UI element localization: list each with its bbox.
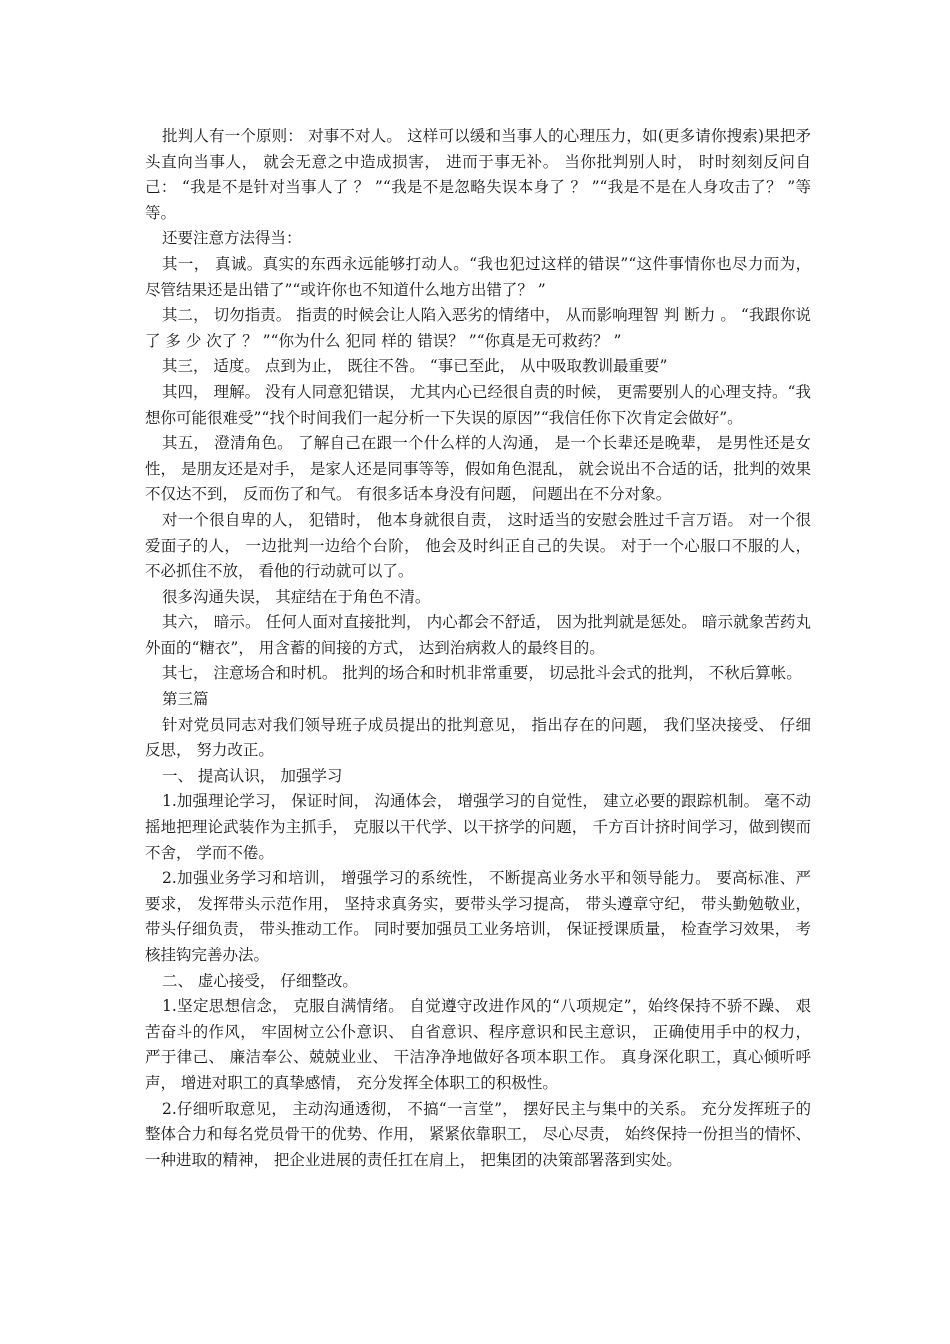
paragraph: 其一， 真诚。真实的东西永远能够打动人。“我也犯过这样的错误”“这件事情你也尽力而为， 尽管结果还是出错了”“或许你也不知道什么地方出错了？ ”: [145, 254, 811, 299]
section-heading: 二、 虚心接受， 仔细整改。: [162, 971, 358, 990]
document-body: [145, 124, 811, 1173]
paragraph: 1.坚定思想信念， 克服自满情绪。 自觉遵守改进作风的“八项规定”，始终保持不骄不躁、 艰苦奋斗的作风， 牢固树立公仆意识、 自省意识、程序意识和民主意识， 正确使用手中的权力， 严于律己、 廉洁奉公、兢兢业业、 干洁净净地做好各项本职工作。 真身深化职工，真心倾听呼声， 增进对职工的真挚感情， 充分发挥全体职工的积极性。: [145, 997, 811, 1092]
paragraph: 其七， 注意场合和时机。 批判的场合和时机非常重要， 切忌批斗会式的批判， 不秋后算帐。: [162, 664, 802, 683]
paragraph: 2.仔细听取意见， 主动沟通透彻， 不搞“一言堂”， 摆好民主与集中的关系。 充分发挥班子的整体合力和每名党员骨干的优势、作用， 紧紧依靠职工， 尽心尽责， 始终保持一份担当的情怀、 一种进取的精神， 把企业进展的责任扛在肩上， 把集团的决策部署落到实处。: [145, 1099, 811, 1169]
paragraph: 很多沟通失误， 其症结在于角色不清。: [162, 587, 431, 606]
paragraph: 还要注意方法得当：: [162, 229, 302, 248]
paragraph: 其四， 理解。 没有人同意犯错误， 尤其内心已经很自责的时候， 更需要别人的心理支持。“我想你可能很难受”“找个时间我们一起分析一下失误的原因”“我信任你下次肯定会做好”。: [145, 382, 811, 427]
section-heading: 一、 提高认识， 加强学习: [162, 766, 343, 785]
paragraph: 其六， 暗示。 任何人面对直接批判， 内心都会不舒适， 因为批判就是惩处。 暗示就象苦药丸外面的“糖衣”， 用含蓄的间接的方式， 达到治病救人的最终目的。: [145, 613, 811, 657]
paragraph: 1.加强理论学习， 保证时间， 沟通体会， 增强学习的自觉性， 建立必要的跟踪机制。 毫不动摇地把理论武装作为主抓手， 克服以干代学、以干挤学的问题， 千方百计挤时间学习，做到锲而不舍， 学而不倦。: [145, 792, 811, 862]
section-heading: 第三篇: [162, 690, 209, 709]
paragraph: 2.加强业务学习和培训， 增强学习的系统性， 不断提高业务水平和领导能力。 要高标准、严要求， 发挥带头示范作用， 坚持求真务实，要带头学习提高， 带头遵章守纪， 带头勤勉敬业， 带头仔细负责， 带头推动工作。 同时要加强员工业务培训， 保证授课质量， 检查学习效果， 考核挂钩完善办法。: [145, 869, 811, 964]
paragraph: 其三， 适度。 点到为止， 既往不咎。 “事已至此， 从中吸取教训最重要”: [162, 357, 668, 376]
paragraph: 对一个很自卑的人， 犯错时， 他本身就很自责， 这时适当的安慰会胜过千言万语。 对一个很爱面子的人， 一边批判一边给个台阶， 他会及时纠正自己的失误。 对于一个心服口不服的人， 不必抓住不放， 看他的行动就可以了。: [145, 510, 811, 581]
paragraph: 其五， 澄清角色。 了解自己在跟一个什么样的人沟通， 是一个长辈还是晚辈， 是男性还是女性， 是朋友还是对手， 是家人还是同事等等，假如角色混乱， 就会说出不合适的话，批判的效果不仅达不到， 反而伤了和气。 有很多话本身没有问题， 问题出在不分对象。: [145, 434, 811, 504]
paragraph: 批判人有一个原则： 对事不对人。 这样可以缓和当事人的心理压力，如(更多请你搜索)果把矛头直向当事人， 就会无意之中造成损害， 进而于事无补。 当你批判别人时， 时时刻刻反问自己： “我是不是针对当事人了 ？ ”“我是不是忽略失误本身了 ？ ”“我是不是在人身攻击了？ ”等等。: [145, 127, 811, 222]
paragraph: 其二， 切勿指责。 指责的时候会让人陷入恶劣的情绪中， 从而影响理智 判 断力 。 “我跟你说了 多 少 次了 ？ ”“你为什么 犯同 样的 错误？ ”“你真是无可救药？ ”: [145, 306, 811, 350]
paragraph: 针对党员同志对我们领导班子成员提出的批判意见， 指出存在的问题， 我们坚决接受、 仔细反思， 努力改正。: [145, 715, 811, 760]
